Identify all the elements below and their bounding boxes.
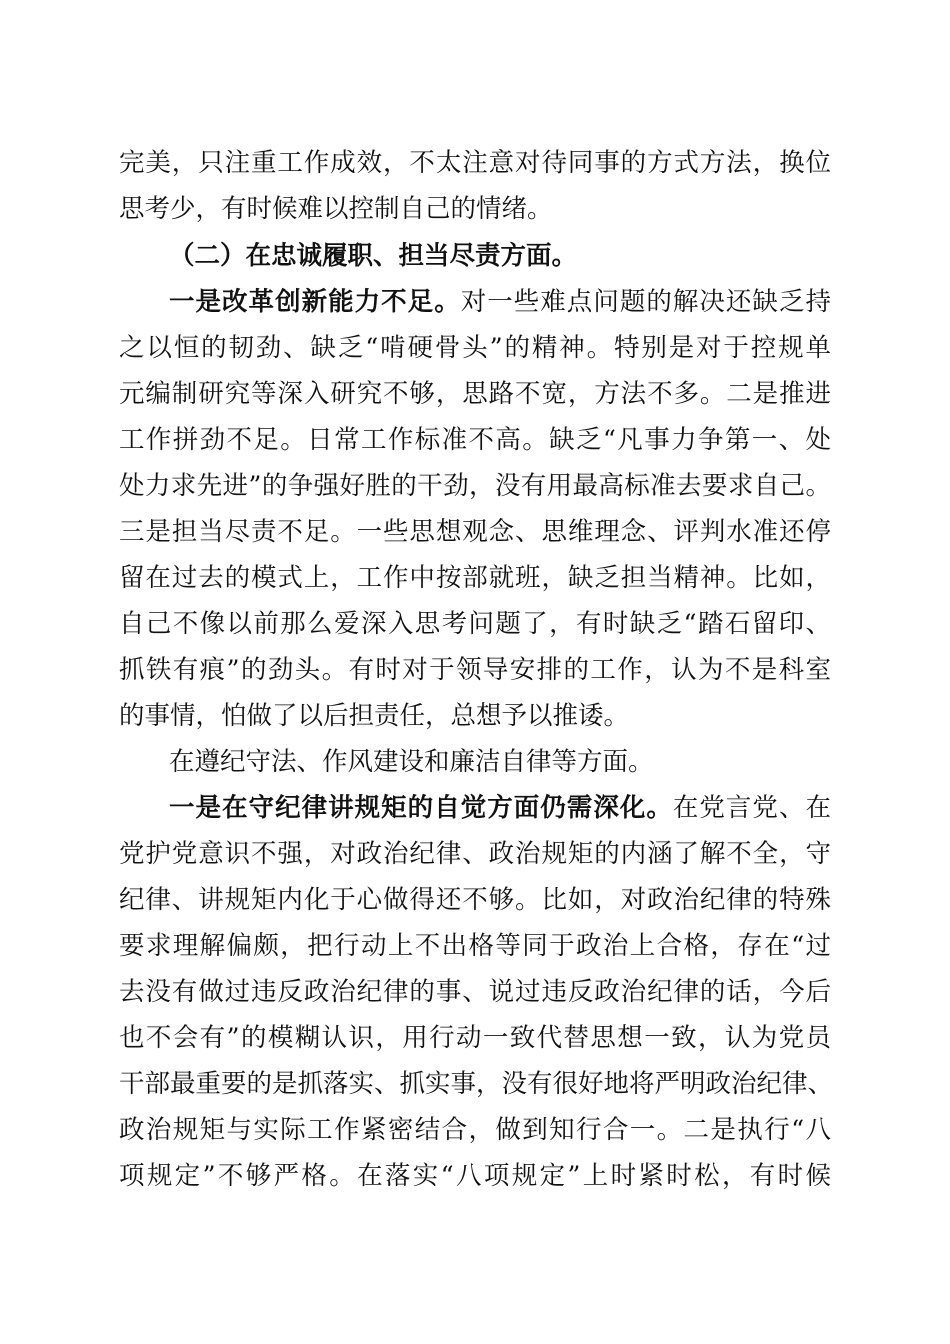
paragraph-line: 的事情，怕做了以后担责任，总想予以推诿。	[119, 701, 630, 731]
paragraph-line: 党护党意识不强，对政治纪律、政治规矩的内涵了解不全，守	[119, 839, 831, 869]
paragraph-line: 处力求先进”的争强好胜的干劲，没有用最高标准去要求自己。	[119, 471, 831, 501]
paragraph-line: 思考少，有时候难以控制自己的情绪。	[119, 194, 553, 224]
paragraph-line: 干部最重要的是抓落实、抓实事，没有很好地将严明政治纪律、	[119, 1069, 834, 1099]
paragraph-text: 对一些难点问题的解决还缺乏持	[460, 287, 831, 317]
paragraph-line: 三是担当尽责不足。一些思想观念、思维理念、评判水准还停	[119, 517, 831, 547]
paragraph-line: 留在过去的模式上，工作中按部就班，缺乏担当精神。比如，	[119, 563, 831, 593]
paragraph-line: 项规定”不够严格。在落实“八项规定”上时紧时松，有时候	[119, 1161, 831, 1191]
lead-sentence: 一是在守纪律讲规矩的自觉方面仍需深化。	[169, 793, 673, 823]
paragraph-line: 元编制研究等深入研究不够，思路不宽，方法不多。二是推进	[119, 379, 831, 409]
paragraph-line: 之以恒的韧劲、缺乏“啃硬骨头”的精神。特别是对于控规单	[119, 333, 831, 363]
paragraph-line: 自己不像以前那么爱深入思考问题了，有时缺乏“踏石留印、	[119, 609, 831, 639]
paragraph-line	[169, 788, 831, 828]
section-heading: 在遵纪守法、作风建设和廉洁自律等方面。	[169, 747, 654, 777]
paragraph-line: 政治规矩与实际工作紧密结合，做到知行合一。二是执行“八	[119, 1115, 831, 1145]
paragraph-text: 在党言党、在	[672, 793, 831, 823]
lead-sentence: 一是改革创新能力不足。	[169, 287, 461, 317]
paragraph-line: 工作拼劲不足。日常工作标准不高。缺乏“凡事力争第一、处	[119, 425, 831, 455]
section-heading: （二）在忠诚履职、担当尽责方面。	[169, 241, 578, 271]
paragraph-line: 也不会有”的模糊认识，用行动一致代替思想一致，认为党员	[119, 1023, 831, 1053]
paragraph-line	[169, 282, 831, 322]
paragraph-line: 纪律、讲规矩内化于心做得还不够。比如，对政治纪律的特殊	[119, 885, 831, 915]
paragraph-line: 去没有做过违反政治纪律的事、说过违反政治纪律的话，今后	[119, 977, 831, 1007]
paragraph-line: 完美，只注重工作成效，不太注意对待同事的方式方法，换位	[119, 148, 831, 178]
paragraph-line: 抓铁有痕”的劲头。有时对于领导安排的工作，认为不是科室	[119, 655, 831, 685]
paragraph-line: 要求理解偏颇，把行动上不出格等同于政治上合格，存在“过	[119, 931, 831, 961]
